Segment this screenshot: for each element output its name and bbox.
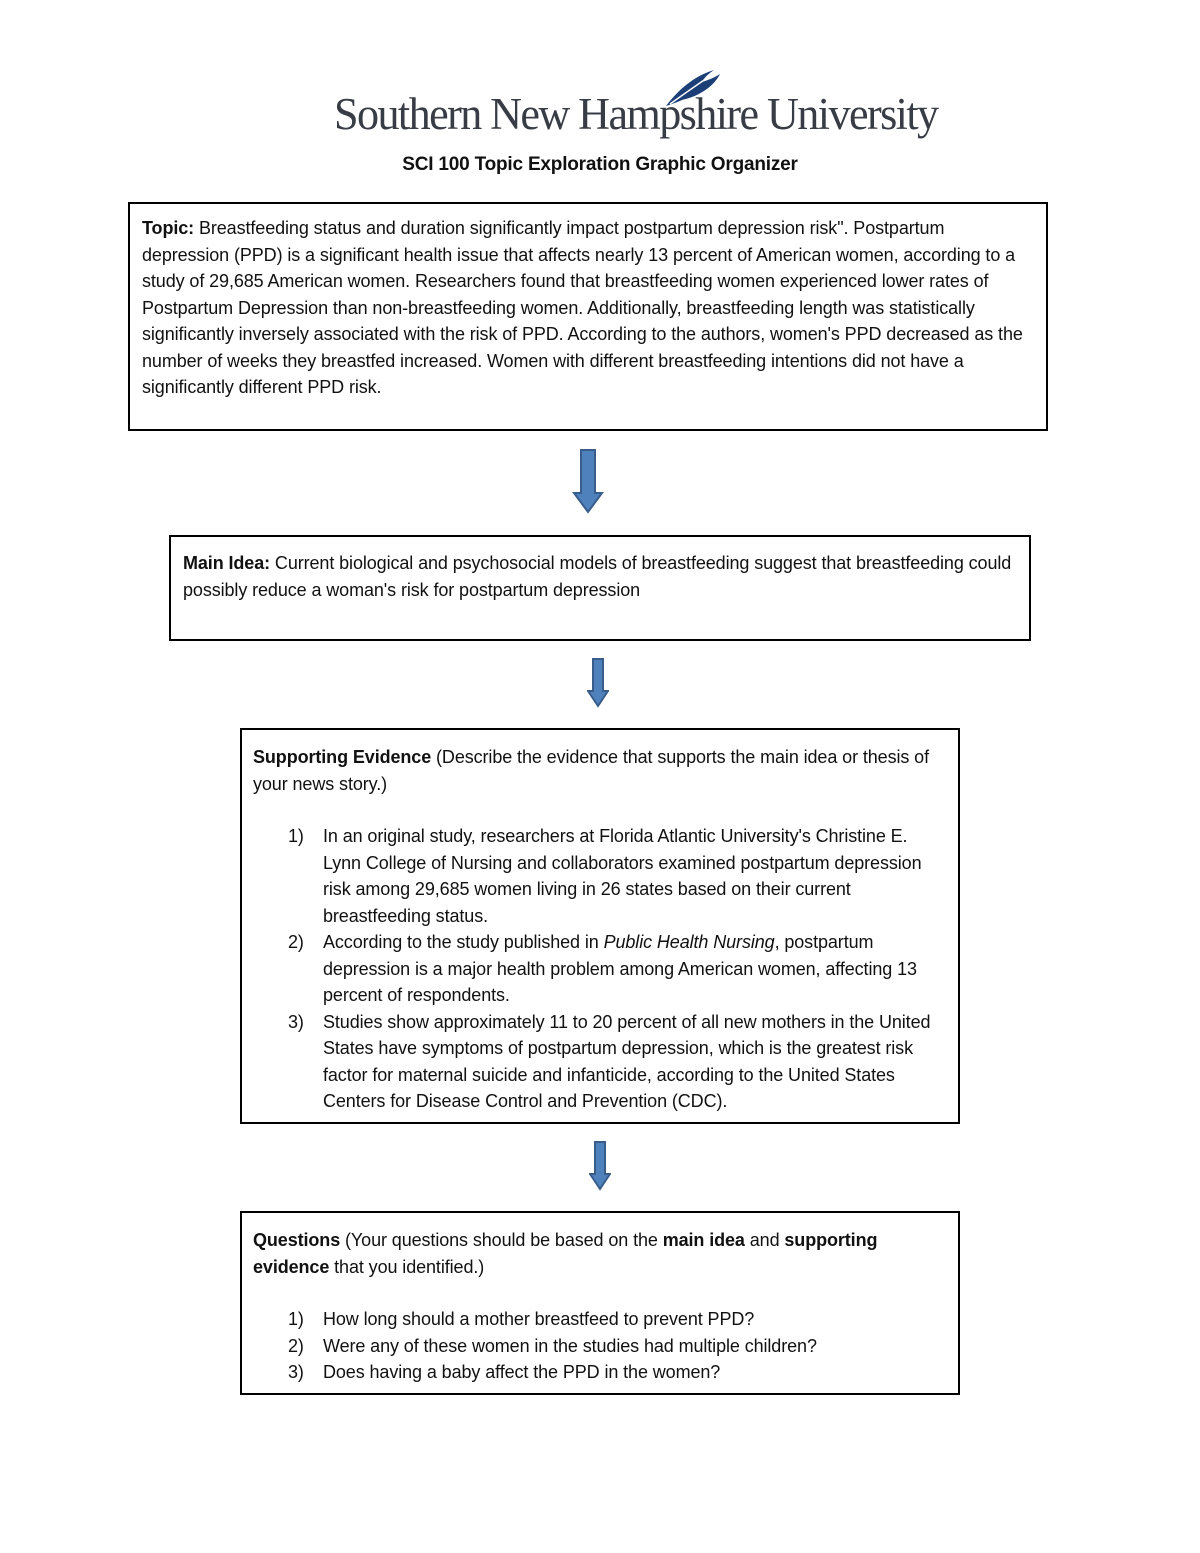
down-arrow-icon [589, 1141, 611, 1191]
main-idea-paragraph [183, 550, 1017, 603]
list-item-text: Were any of these women in the studies had multiple children? [323, 1335, 817, 1356]
main-idea-box [169, 535, 1031, 641]
list-item [253, 1009, 946, 1115]
questions-box [240, 1211, 960, 1395]
university-name: Southern New Hampshire University [334, 89, 938, 139]
topic-box [128, 202, 1048, 431]
list-item-text: In an original study, researchers at Florida Atlantic University's Christine E. Lynn College of Nursing and collaborators examined postpartum depression risk among 29,685 women living in 26 states based on their current breastfeeding status. [323, 826, 922, 926]
questions-instruction-part: (Your questions should be based on the [340, 1230, 663, 1250]
list-item-text: Studies show approximately 11 to 20 percent of all new mothers in the United States have symptoms of postpartum depression, which is the greatest risk factor for maternal suicide and infanticide, according to the United States Centers for Disease Control and Prevention (CDC). [323, 1011, 931, 1111]
topic-label: Topic: [142, 218, 195, 238]
list-item-text-start: According to the study published in [323, 932, 604, 952]
supporting-evidence-instruction: (Describe the evidence that supports the main idea or thesis of your news story.) [253, 747, 929, 794]
list-number: 1) [288, 1309, 304, 1329]
questions-instruction-bold: main idea [662, 1230, 745, 1250]
topic-text: Breastfeeding status and duration significantly impact postpartum depression risk". Postpartum depression (PPD) is a significant health issue that affects nearly 13 percent of American women, according to a study of 29,685 American women. Researchers found that breastfeeding women experienced lower rates of Postpartum Depression than non-breastfeeding women. Additionally, breastfeeding length was statistically significantly inversely associated with the risk of PPD. According to the authors, women's PPD decreased as the number of weeks they breastfed increased. Women with different breastfeeding intentions did not have a significantly different PPD risk. [142, 218, 1023, 397]
main-idea-label: Main Idea: [183, 553, 271, 573]
list-item-text [323, 929, 946, 1009]
questions-instruction-part: and [744, 1230, 785, 1250]
supporting-evidence-label: Supporting Evidence [253, 747, 432, 767]
evidence-list [253, 823, 946, 1115]
journal-name: Public Health Nursing [603, 932, 775, 952]
list-item [253, 823, 946, 929]
topic-paragraph [142, 215, 1034, 401]
main-idea-text: Current biological and psychosocial models of breastfeeding suggest that breastfeeding could possibly reduce a woman's risk for postpartum depression [183, 553, 1012, 600]
down-arrow-icon [587, 658, 609, 708]
supporting-evidence-box [240, 728, 960, 1124]
questions-instruction-bold: supporting evidence [253, 1230, 878, 1277]
list-item-text: How long should a mother breastfeed to prevent PPD? [323, 1309, 755, 1329]
list-item [253, 929, 946, 1009]
questions-instruction-part: that you identified.) [329, 1256, 485, 1277]
questions-label: Questions [253, 1230, 341, 1250]
list-number: 3) [288, 1011, 304, 1032]
supporting-evidence-heading [253, 744, 946, 797]
list-item-text: Does having a baby affect the PPD in the women? [323, 1362, 721, 1382]
down-arrow-icon [572, 449, 604, 515]
questions-list [253, 1306, 946, 1386]
list-item [253, 1333, 946, 1360]
questions-heading [253, 1227, 946, 1280]
university-logo [0, 64, 1200, 160]
list-item [253, 1359, 946, 1386]
list-number: 3) [288, 1362, 304, 1382]
list-item [253, 1306, 946, 1333]
list-item-text-end: , postpartum depression is a major health problem among American women, affecting 13 percent of respondents. [323, 932, 917, 1005]
list-number: 1) [288, 826, 304, 846]
page-title: SCI 100 Topic Exploration Graphic Organizer [402, 154, 798, 175]
list-number: 2) [288, 1335, 304, 1356]
list-number: 2) [288, 932, 304, 952]
